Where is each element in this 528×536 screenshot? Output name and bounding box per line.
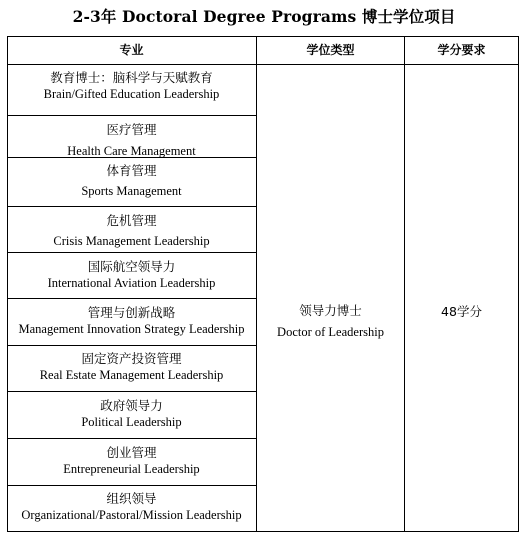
row-divider [7, 345, 256, 346]
major-name-zh: 国际航空领导力 [87, 259, 176, 274]
row-divider [7, 157, 256, 158]
major-name-zh: 固定资产投资管理 [81, 351, 182, 366]
row-divider [7, 115, 256, 116]
credit-value: 48学分 [441, 304, 482, 319]
major-name-zh: 创业管理 [106, 445, 157, 460]
major-name-zh: 体育管理 [106, 163, 157, 178]
row-divider [7, 391, 256, 392]
major-row [7, 397, 256, 437]
header-major-label: 专业 [119, 43, 144, 57]
major-name-zh: 教育博士：脑科学与天赋教育 [50, 70, 213, 85]
table-border-top [7, 36, 519, 37]
major-name-en: Entrepreneurial Leadership [63, 462, 200, 476]
major-name-en: Management Innovation Strategy Leadership [18, 322, 245, 336]
major-row [7, 490, 256, 530]
header-degree-type-label: 学位类型 [306, 43, 355, 57]
header-credit-requirement-label: 学分要求 [437, 43, 486, 57]
header-credit-requirement [405, 37, 518, 63]
major-row [7, 350, 256, 390]
major-name-en: Sports Management [81, 184, 182, 198]
degree-name-zh: 领导力博士 [299, 303, 362, 318]
major-row [7, 162, 256, 206]
row-divider [7, 298, 256, 299]
row-divider [7, 438, 256, 439]
row-divider [7, 206, 256, 207]
row-divider [7, 252, 256, 253]
column-divider [404, 36, 405, 532]
table-border-right [518, 36, 519, 532]
degree-name-en: Doctor of Leadership [277, 325, 384, 339]
major-row [7, 212, 256, 252]
major-name-en: International Aviation Leadership [47, 276, 216, 290]
major-row [7, 444, 256, 484]
table-border-bottom [7, 531, 519, 532]
major-row [7, 121, 256, 157]
header-degree-type [256, 37, 405, 63]
table-border-left [7, 36, 8, 532]
header-divider [7, 64, 519, 65]
column-divider [256, 36, 257, 532]
major-name-en: Crisis Management Leadership [53, 234, 210, 248]
degree-type-cell [256, 302, 405, 346]
major-name-en: Brain/Gifted Education Leadership [43, 87, 220, 101]
major-name-en: Health Care Management [67, 144, 196, 158]
page-title: 2-3年 Doctoral Degree Programs 博士学位项目 [72, 7, 456, 26]
major-name-en: Real Estate Management Leadership [39, 368, 224, 382]
major-row [7, 304, 256, 344]
header-major [7, 37, 256, 63]
major-name-en: Organizational/Pastoral/Mission Leadership [21, 508, 242, 522]
major-name-zh: 组织领导 [106, 491, 157, 506]
credit-requirement-cell [405, 303, 518, 321]
major-name-zh: 医疗管理 [106, 122, 157, 137]
major-row [7, 69, 256, 115]
major-name-zh: 政府领导力 [100, 398, 163, 413]
major-name-en: Political Leadership [81, 415, 182, 429]
major-row [7, 258, 256, 298]
major-name-zh: 管理与创新战略 [87, 305, 176, 320]
major-name-zh: 危机管理 [106, 213, 157, 228]
row-divider [7, 485, 256, 486]
